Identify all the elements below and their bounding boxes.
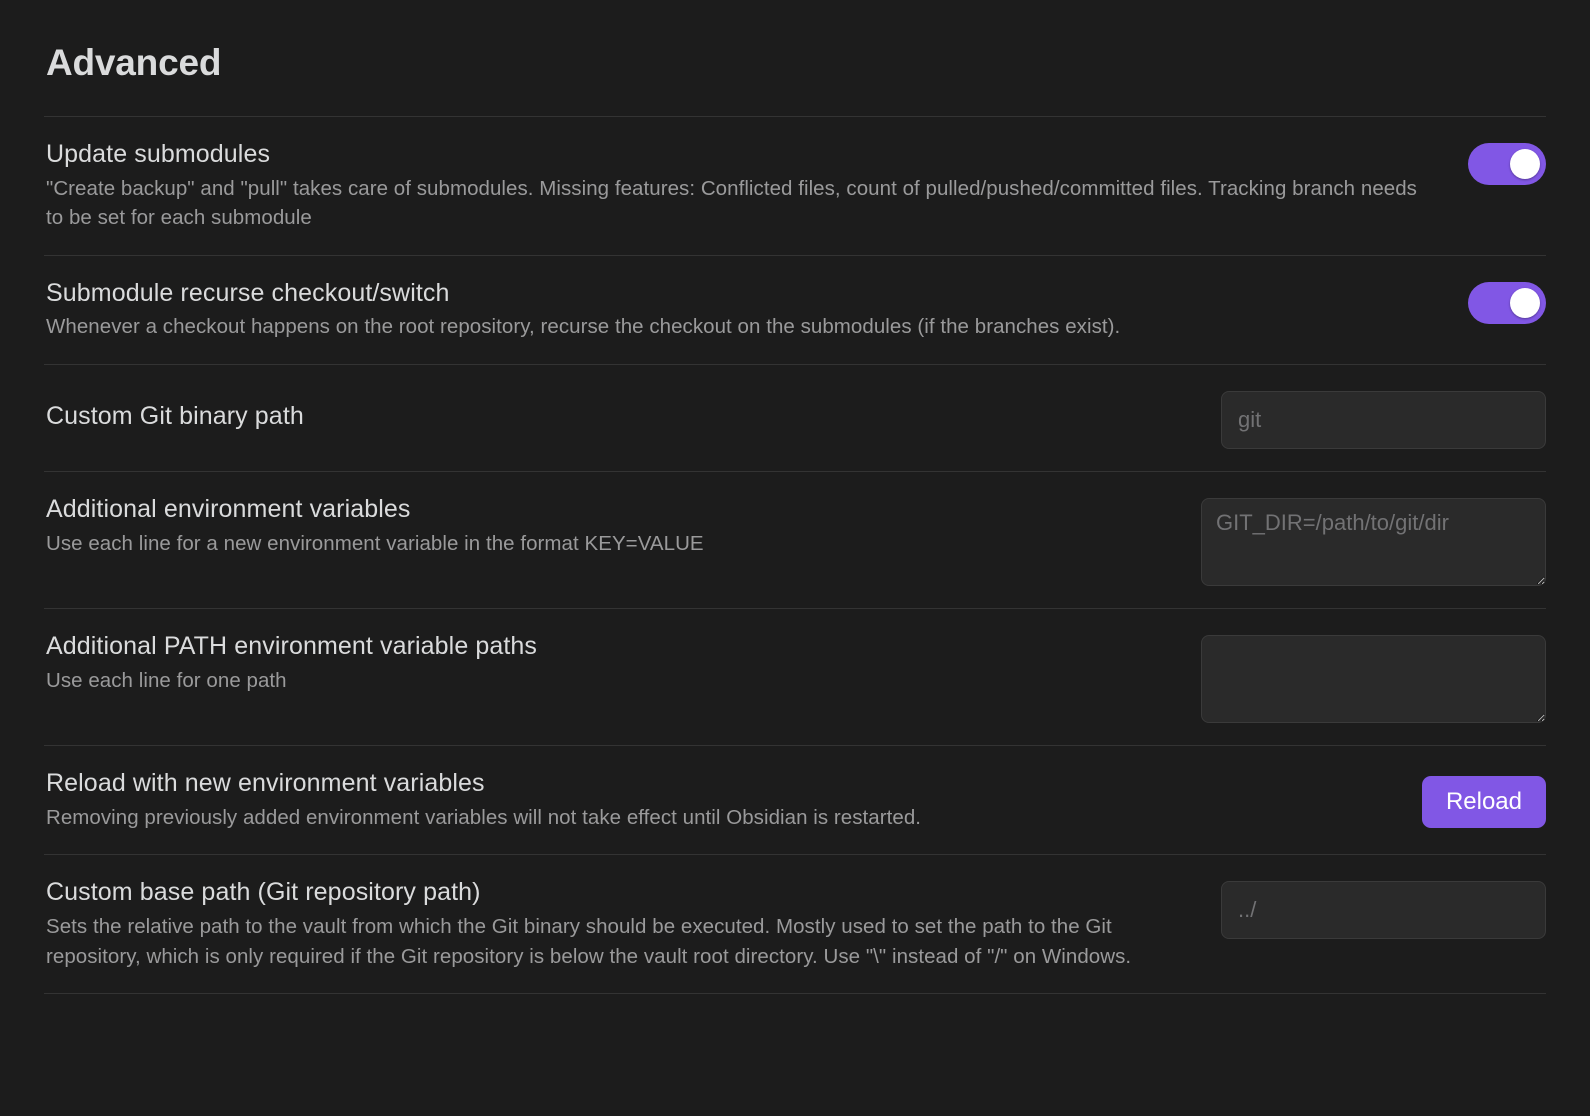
toggle-submodule-recurse[interactable] (1468, 282, 1546, 324)
setting-info (44, 768, 1398, 832)
setting-control (1201, 494, 1546, 586)
setting-control (1221, 877, 1546, 939)
divider (44, 993, 1546, 994)
setting-name: Reload with new environment variables (46, 769, 485, 798)
setting-name: Update submodules (46, 140, 271, 168)
setting-control (1468, 278, 1546, 324)
setting-description: Removing previously added environment variables will not take effect until Obsidian is restarted. (46, 805, 922, 829)
setting-control (1422, 772, 1546, 828)
setting-row-update-submodules (44, 117, 1546, 255)
setting-description: "Create backup" and "pull" takes care of submodules. Missing features: Conflicted files, count of pulled/pushed/committed files. Tracking branch needs to be set for each submodule (46, 176, 1417, 230)
setting-description: Use each line for one path (46, 668, 287, 692)
setting-row-additional-env-variables (44, 472, 1546, 608)
setting-info (44, 494, 1177, 558)
setting-control (1221, 387, 1546, 449)
setting-row-custom-git-binary-path (44, 365, 1546, 471)
setting-info (44, 631, 1177, 695)
setting-row-custom-base-path (44, 855, 1546, 993)
setting-description: Sets the relative path to the vault from which the Git binary should be executed. Mostly used to set the path to the Git repository, which is only required if the Git repository is below the vault root directory. Use "\" instead of "/" on Windows. (46, 914, 1132, 968)
custom-git-binary-path-input[interactable] (1221, 391, 1546, 449)
setting-info (44, 877, 1197, 971)
setting-control (1201, 631, 1546, 723)
setting-row-submodule-recurse (44, 256, 1546, 364)
setting-description: Whenever a checkout happens on the root repository, recurse the checkout on the submodules (if the branches exist). (46, 315, 1121, 339)
setting-description: Use each line for a new environment variable in the format KEY=VALUE (46, 531, 704, 555)
setting-info (44, 139, 1444, 233)
additional-path-variables-textarea[interactable] (1201, 635, 1546, 723)
additional-env-variables-textarea[interactable] (1201, 498, 1546, 586)
toggle-update-submodules[interactable] (1468, 143, 1546, 185)
setting-name: Custom base path (Git repository path) (46, 878, 481, 907)
setting-name: Additional environment variables (46, 495, 411, 524)
toggle-knob (1510, 288, 1540, 318)
setting-row-reload-env-variables (44, 746, 1546, 854)
setting-name: Additional PATH environment variable paths (46, 632, 538, 661)
setting-name: Submodule recurse checkout/switch (46, 278, 450, 307)
setting-row-additional-path-variables (44, 609, 1546, 745)
custom-base-path-input[interactable] (1221, 881, 1546, 939)
toggle-knob (1510, 149, 1540, 179)
reload-button[interactable]: Reload (1422, 776, 1546, 828)
setting-info (44, 278, 1444, 342)
setting-name: Custom Git binary path (46, 401, 304, 430)
page-title: Advanced (46, 42, 222, 83)
setting-info (44, 401, 1197, 436)
setting-control (1468, 139, 1546, 185)
